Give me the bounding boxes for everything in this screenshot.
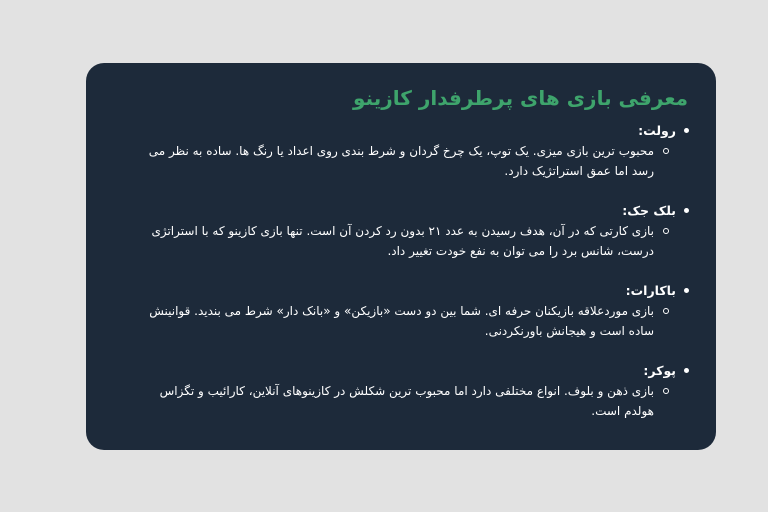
game-description-list <box>146 141 676 181</box>
game-description: محبوب ترین بازی میزی. یک توپ، یک چرخ گردان و شرط بندی روی اعداد یا رنگ ها. ساده به نظر می رسد اما عمق استراتژیک دارد. <box>146 141 654 181</box>
game-name: رولت: <box>638 123 676 138</box>
list-item-blackjack <box>146 201 676 261</box>
list-item-baccarat <box>146 281 676 341</box>
game-description-list <box>146 301 676 341</box>
list-item-roulette <box>146 121 676 181</box>
game-name: بلک جک: <box>622 203 676 218</box>
games-list <box>146 121 688 421</box>
game-description: بازی موردعلاقه بازیکنان حرفه ای. شما بین دو دست «بازیکن» و «بانک دار» شرط می بندید. قوانینش ساده است و هیجانش باورنکردنی. <box>146 301 654 341</box>
game-description-list <box>146 221 676 261</box>
game-description-list <box>146 381 676 421</box>
game-name: باکارات: <box>625 283 676 298</box>
game-description: بازی کارتی که در آن، هدف رسیدن به عدد ۲۱ بدون رد کردن آن است. تنها بازی کازینو که با استراتژی درست، شانس برد را می توان به نفع خودت تغییر داد. <box>146 221 654 261</box>
article-title: معرفی بازی های پرطرفدار کازینو <box>353 86 688 110</box>
game-name: پوکر: <box>643 363 676 378</box>
list-item-poker <box>146 361 676 421</box>
content-card <box>86 63 716 450</box>
game-description: بازی ذهن و بلوف. انواع مختلفی دارد اما محبوب ترین شکلش در کازینوهای آنلاین، کارائیب و تگزاس هولدم است. <box>146 381 654 421</box>
